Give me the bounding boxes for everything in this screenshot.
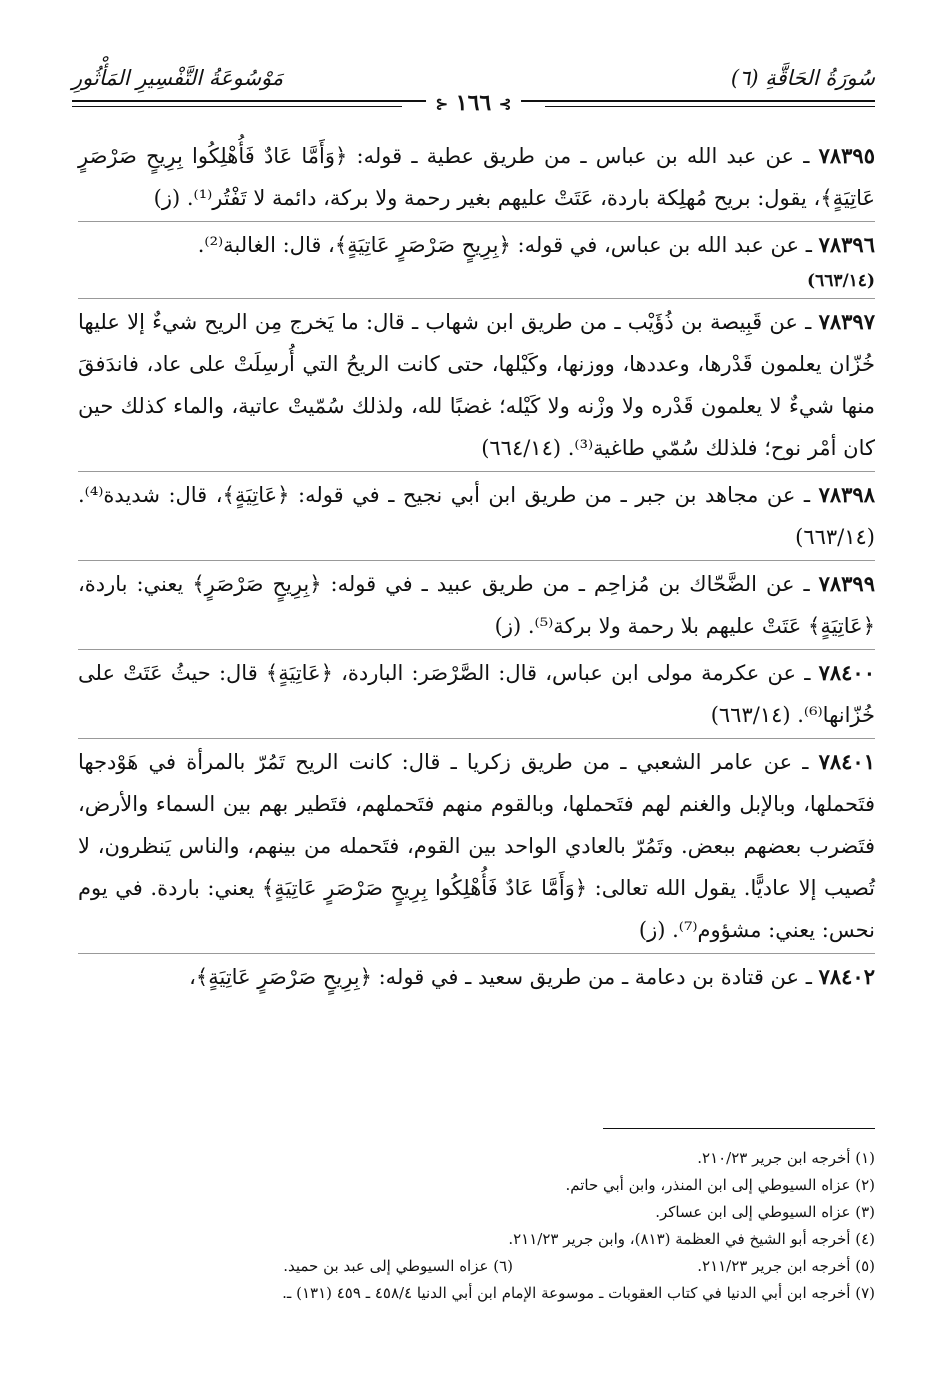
main-text [78,135,875,998]
ornament-left-icon: ⊱ [435,95,449,113]
footnote-1: (١) أخرجه ابن جرير ٢١٠/٢٣. [697,1149,875,1167]
surah-title: سُورَةُ الحَاقَّةِ (٦) [730,66,875,90]
entry-78395 [78,135,875,219]
entry-78397 [78,298,875,469]
footnote-4: (٤) أخرجه أبو الشيخ في العظمة (٨١٣)، وابن جرير ٢١١/٢٣. [508,1230,875,1248]
entry-78396 [78,221,875,296]
footnote-separator [603,1128,875,1129]
entry-text: ـ عن عبد الله بن عباس، في قوله: ﴿بِرِيحٍ صَرْصَرٍ عَاتِيَةٍ﴾، قال: الغالبة⁽²⁾. [197,233,812,257]
footnote-6: (٦) عزاه السيوطي إلى عبد بن حميد. [283,1257,513,1275]
entry-text: ـ عن عبد الله بن عباس ـ من طريق عطية ـ قوله: ﴿وَأَمَّا عَادٌ فَأُهْلِكُوا بِرِيحٍ صَرْصَرٍ عَاتِيَةٍ﴾، يقول: بريح مُهلِكة باردة، عَتَتْ عليهم بغير رحمة ولا بركة، دائمة لا تَفْتُر⁽¹⁾. (ز) [78,144,875,210]
page-number-box [426,90,522,116]
entry-text: ـ عن الضَّحّاك بن مُزاحِم ـ من طريق عبيد ـ في قوله: ﴿بِرِيحٍ صَرْصَرٍ﴾ يعني: باردة، ﴿عَاتِيَةٍ﴾ عَتَتْ عليهم بلا رحمة ولا بركة⁽⁵⁾. (ز) [78,572,875,638]
footnotes [78,1145,875,1307]
ornament-right-icon: ⊰ [498,95,512,113]
entry-number: ٧٨٣٩٧ [818,309,875,334]
header-rule-right [545,106,875,107]
entry-number: ٧٨٣٩٩ [818,571,875,596]
footnote-5: (٥) أخرجه ابن جرير ٢١١/٢٣. [697,1257,875,1275]
entry-number: ٧٨٣٩٦ [818,232,875,257]
entry-78399 [78,560,875,647]
entry-text: ـ عن قَبِيصة بن ذُؤَيْب ـ من طريق ابن شهاب ـ قال: ما يَخرج مِن الريح شيءٌ إلا عليها خُزّان يعلمون قَدْرها، وعددها، ووزنها، وكَيْلها، حتى كانت الريحُ التي أُرسِلَتْ على عاد، فاندَفقَ منها شيءٌ لا يعلمون قَدْره ولا وزْنه ولا كَيْله؛ غضبًا لله، ولذلك سُمّيتْ عاتية، والماء كذلك حين كان أمْر نوح؛ فلذلك سُمّي طاغية⁽³⁾. (٦٦٤/١٤) [78,310,875,460]
entry-78401 [78,738,875,951]
entry-78402 [78,953,875,998]
book-title: مَوْسُوعَةُ التَّفْسِيرِ المَأْثُورِ [72,66,284,90]
page-header [72,60,875,120]
footnote-2: (٢) عزاه السيوطي إلى ابن المنذر، وابن أبي حاتم. [565,1176,875,1194]
header-rule-left [72,106,402,107]
footnote-row-5-6 [78,1253,875,1280]
entry-text: ـ عن عكرمة مولى ابن عباس، قال: الصَّرْصَر: الباردة، ﴿عَاتِيَةٍ﴾ قال: حيثُ عَتَتْ على خُزّانها⁽⁶⁾. (٦٦٣/١٤) [78,661,875,727]
entry-number: ٧٨٤٠٠ [818,660,875,685]
entry-reference: (٦٦٣/١٤) [807,271,875,291]
entry-78398 [78,471,875,558]
entry-text: ـ عن عامر الشعبي ـ من طريق زكريا ـ قال: كانت الريح تَمُرّ بالمرأة في هَوْدجها فتَحملها، وبالإبل والغنم لهم فتَحملها، وبالقوم منهم فتَحملهم، فتَطير بهم بين السماء والأرض، فتَضرب بعضهم ببعض. وتَمُرّ بالعادي الواحد بين القوم، فتَحمله من بينهم، والناس يَنظرون، لا تُصيب إلا عاديًّا. يقول الله تعالى: ﴿وَأَمَّا عَادٌ فَأُهْلِكُوا بِرِيحٍ صَرْصَرٍ عَاتِيَةٍ﴾ يعني: باردة. في يوم نحس: يعني: مشؤوم⁽⁷⁾. (ز) [78,750,875,942]
entry-number: ٧٨٣٩٥ [818,143,875,168]
entry-number: ٧٨٤٠٢ [818,964,875,989]
entry-78400 [78,649,875,736]
footnote-3: (٣) عزاه السيوطي إلى ابن عساكر. [655,1203,875,1221]
page-number: ١٦٦ [455,90,492,116]
entry-text: ـ عن مجاهد بن جبر ـ من طريق ابن أبي نجيح ـ في قوله: ﴿عَاتِيَةٍ﴾، قال: شديدة⁽⁴⁾. (٦٦٣/١٤) [78,483,875,549]
entry-number: ٧٨٤٠١ [818,749,875,774]
entry-text: ـ عن قتادة بن دعامة ـ من طريق سعيد ـ في قوله: ﴿بِرِيحٍ صَرْصَرٍ عَاتِيَةٍ﴾، [189,965,812,989]
entry-number: ٧٨٣٩٨ [818,482,875,507]
footnote-7: (٧) أخرجه ابن أبي الدنيا في كتاب العقوبات ـ موسوعة الإمام ابن أبي الدنيا ٤٥٨/٤ ـ ٤٥٩ (١٣١) ـ. [282,1284,875,1302]
